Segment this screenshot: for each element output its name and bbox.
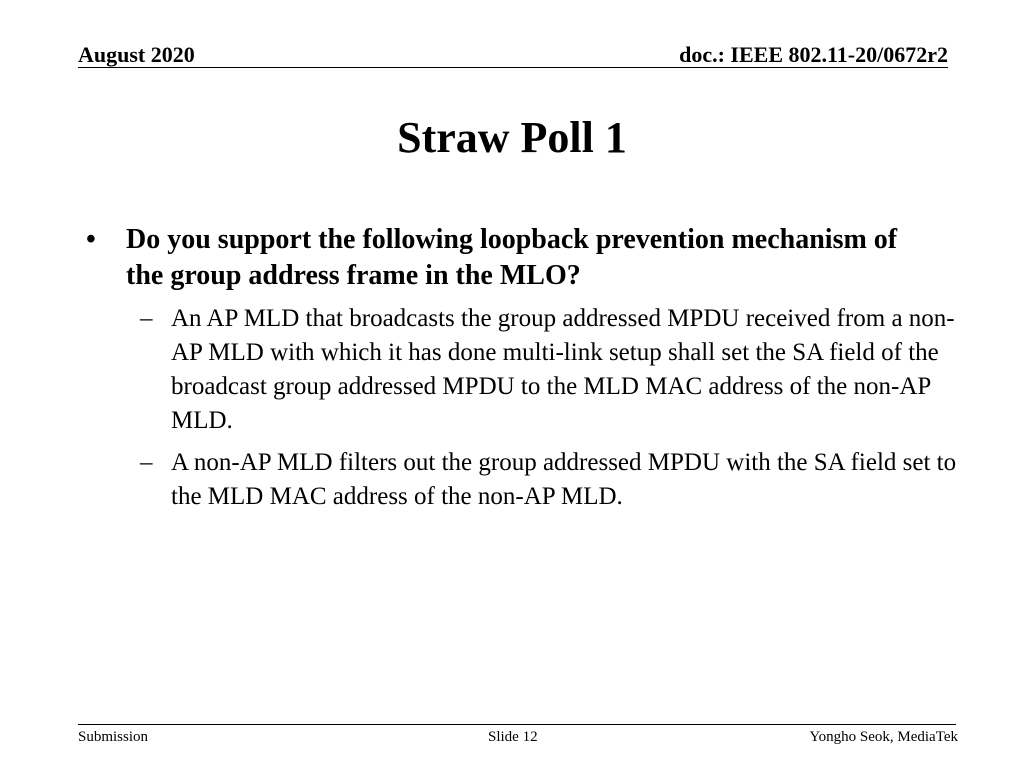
- dash-icon: –: [140, 305, 153, 332]
- dash-icon: –: [140, 449, 153, 476]
- header-divider: [78, 67, 948, 68]
- sub-item-non-ap-mld: A non-AP MLD filters out the group addressed MPDU with the SA field set to the MLD MAC address of the non-AP MLD.: [171, 449, 957, 510]
- poll-question: Do you support the following loopback prevention mechanism of the group address frame in the MLO?: [126, 224, 898, 291]
- footer-submission: Submission: [78, 729, 149, 745]
- footer-slide-number: Slide 12: [488, 729, 538, 745]
- footer-divider: [78, 724, 956, 725]
- header-doc-id: doc.: IEEE 802.11-20/0672r2: [679, 42, 948, 67]
- bullet-icon: •: [86, 224, 96, 255]
- footer-author: Yongho Seok, MediaTek: [809, 729, 958, 745]
- slide-title: Straw Poll 1: [397, 113, 627, 162]
- header-date: August 2020: [78, 42, 195, 67]
- sub-item-ap-mld: An AP MLD that broadcasts the group addressed MPDU received from a non-AP MLD with which it has done multi-link setup shall set the SA field of the broadcast group addressed MPDU to the MLD MAC address of the non-AP MLD.: [171, 305, 955, 434]
